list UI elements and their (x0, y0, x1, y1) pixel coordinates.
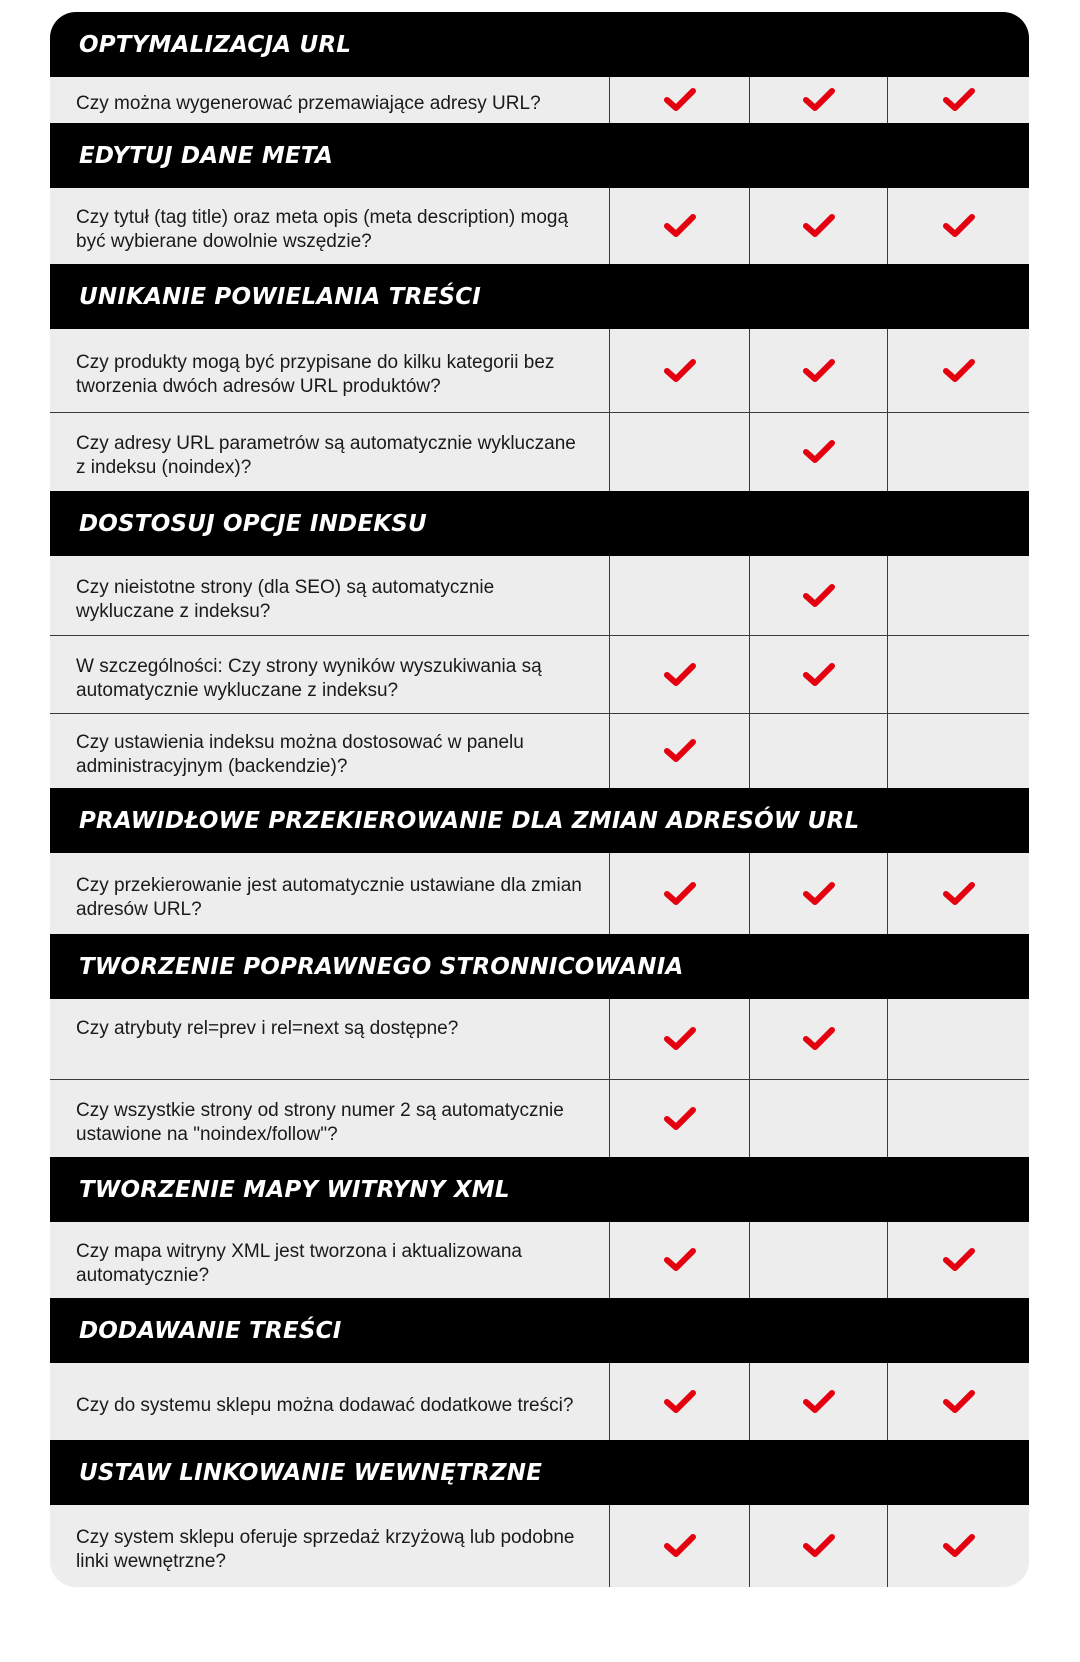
check-cell-2 (749, 1080, 887, 1157)
section-title: TWORZENIE POPRAWNEGO STRONNICOWANIA (79, 953, 684, 980)
table-row (50, 188, 1029, 264)
checkmark-icon (663, 662, 697, 688)
section-header (50, 934, 1029, 999)
section-title: EDYTUJ DANE META (79, 142, 333, 169)
checkmark-icon (663, 87, 697, 113)
check-cell-3 (887, 1363, 1029, 1440)
check-cell-2 (749, 1222, 887, 1298)
check-cell-3 (887, 714, 1029, 788)
checkmark-icon (942, 87, 976, 113)
question-text: Czy do systemu sklepu można dodawać dodatkowe treści? (76, 1394, 574, 1416)
checkmark-icon (942, 1533, 976, 1559)
checkmark-icon (802, 881, 836, 907)
check-cell-1 (609, 556, 749, 635)
table-row (50, 1505, 1029, 1587)
table-row (50, 636, 1029, 714)
checkmark-icon (663, 738, 697, 764)
checkmark-icon (663, 1389, 697, 1415)
check-cell-3 (887, 1505, 1029, 1587)
table-row (50, 329, 1029, 413)
section-title: DOSTOSUJ OPCJE INDEKSU (79, 510, 427, 537)
check-cell-1 (609, 1080, 749, 1157)
check-cell-1 (609, 413, 749, 491)
section-header (50, 491, 1029, 556)
question-text: Czy system sklepu oferuje sprzedaż krzyżową lub podobne linki wewnętrzne? (76, 1527, 575, 1572)
checkmark-icon (802, 583, 836, 609)
check-cell-3 (887, 188, 1029, 264)
checkmark-icon (663, 1106, 697, 1132)
check-cell-2 (749, 999, 887, 1079)
table-row (50, 1363, 1029, 1440)
table-row (50, 853, 1029, 934)
check-cell-3 (887, 77, 1029, 123)
section-header (50, 264, 1029, 329)
check-cell-3 (887, 853, 1029, 934)
check-cell-3 (887, 556, 1029, 635)
check-cell-1 (609, 999, 749, 1079)
section-header (50, 788, 1029, 853)
question-text: Czy mapa witryny XML jest tworzona i aktualizowana automatycznie? (76, 1241, 522, 1286)
question-text: Czy adresy URL parametrów są automatycznie wykluczane z indeksu (noindex)? (76, 433, 576, 478)
section-title: USTAW LINKOWANIE WEWNĘTRZNE (79, 1459, 543, 1486)
checkmark-icon (663, 358, 697, 384)
section-title: UNIKANIE POWIELANIA TREŚCI (79, 283, 482, 310)
question-text: Czy ustawienia indeksu można dostosować w panelu administracyjnym (backendzie)? (76, 732, 524, 777)
check-cell-2 (749, 188, 887, 264)
checkmark-icon (802, 439, 836, 465)
section-header (50, 12, 1029, 77)
question-text: Czy tytuł (tag title) oraz meta opis (meta description) mogą być wybierane dowolnie wszędzie? (76, 207, 569, 252)
question-text: W szczególności: Czy strony wyników wyszukiwania są automatycznie wykluczane z indeksu? (76, 655, 542, 701)
section-title: TWORZENIE MAPY WITRYNY XML (79, 1176, 510, 1203)
check-cell-3 (887, 636, 1029, 713)
question-text: Czy nieistotne strony (dla SEO) są automatycznie wykluczane z indeksu? (76, 576, 495, 622)
check-cell-3 (887, 413, 1029, 491)
table-row (50, 1080, 1029, 1157)
checkmark-icon (663, 1026, 697, 1052)
checkmark-icon (942, 358, 976, 384)
question-text: Czy atrybuty rel=prev i rel=next są dostępne? (76, 1018, 459, 1039)
table-row (50, 999, 1029, 1080)
check-cell-1 (609, 853, 749, 934)
check-cell-3 (887, 1222, 1029, 1298)
question-text: Czy można wygenerować przemawiające adresy URL? (76, 93, 541, 114)
section-title: PRAWIDŁOWE PRZEKIEROWANIE DLA ZMIAN ADRESÓW URL (79, 807, 860, 834)
checkmark-icon (663, 881, 697, 907)
checkmark-icon (802, 1026, 836, 1052)
checkmark-icon (802, 1389, 836, 1415)
section-title: DODAWANIE TREŚCI (79, 1317, 342, 1344)
checkmark-icon (802, 358, 836, 384)
check-cell-1 (609, 714, 749, 788)
check-cell-3 (887, 1080, 1029, 1157)
check-cell-1 (609, 77, 749, 123)
table-row (50, 1222, 1029, 1298)
table-row (50, 413, 1029, 491)
check-cell-1 (609, 1505, 749, 1587)
checkmark-icon (942, 1247, 976, 1273)
table-row (50, 77, 1029, 123)
table-row (50, 556, 1029, 636)
check-cell-2 (749, 413, 887, 491)
checkmark-icon (663, 1533, 697, 1559)
check-cell-2 (749, 77, 887, 123)
check-cell-2 (749, 556, 887, 635)
checkmark-icon (802, 213, 836, 239)
comparison-table (50, 12, 1029, 1587)
check-cell-3 (887, 999, 1029, 1079)
check-cell-2 (749, 714, 887, 788)
table-row (50, 714, 1029, 788)
checkmark-icon (942, 1389, 976, 1415)
check-cell-2 (749, 1505, 887, 1587)
section-header (50, 1298, 1029, 1363)
check-cell-1 (609, 329, 749, 412)
check-cell-1 (609, 636, 749, 713)
checkmark-icon (942, 881, 976, 907)
question-text: Czy wszystkie strony od strony numer 2 są automatycznie ustawione na "noindex/follow"? (76, 1099, 564, 1145)
section-header (50, 123, 1029, 188)
question-text: Czy przekierowanie jest automatycznie ustawiane dla zmian adresów URL? (76, 874, 582, 920)
check-cell-3 (887, 329, 1029, 412)
check-cell-2 (749, 853, 887, 934)
check-cell-2 (749, 1363, 887, 1440)
checkmark-icon (663, 213, 697, 239)
check-cell-1 (609, 1363, 749, 1440)
checkmark-icon (802, 87, 836, 113)
checkmark-icon (802, 1533, 836, 1559)
check-cell-1 (609, 1222, 749, 1298)
check-cell-2 (749, 329, 887, 412)
checkmark-icon (663, 1247, 697, 1273)
check-cell-2 (749, 636, 887, 713)
section-header (50, 1157, 1029, 1222)
checkmark-icon (802, 662, 836, 688)
section-header (50, 1440, 1029, 1505)
section-title: OPTYMALIZACJA URL (79, 31, 352, 58)
checkmark-icon (942, 213, 976, 239)
question-text: Czy produkty mogą być przypisane do kilku kategorii bez tworzenia dwóch adresów URL produktów? (76, 351, 555, 397)
check-cell-1 (609, 188, 749, 264)
